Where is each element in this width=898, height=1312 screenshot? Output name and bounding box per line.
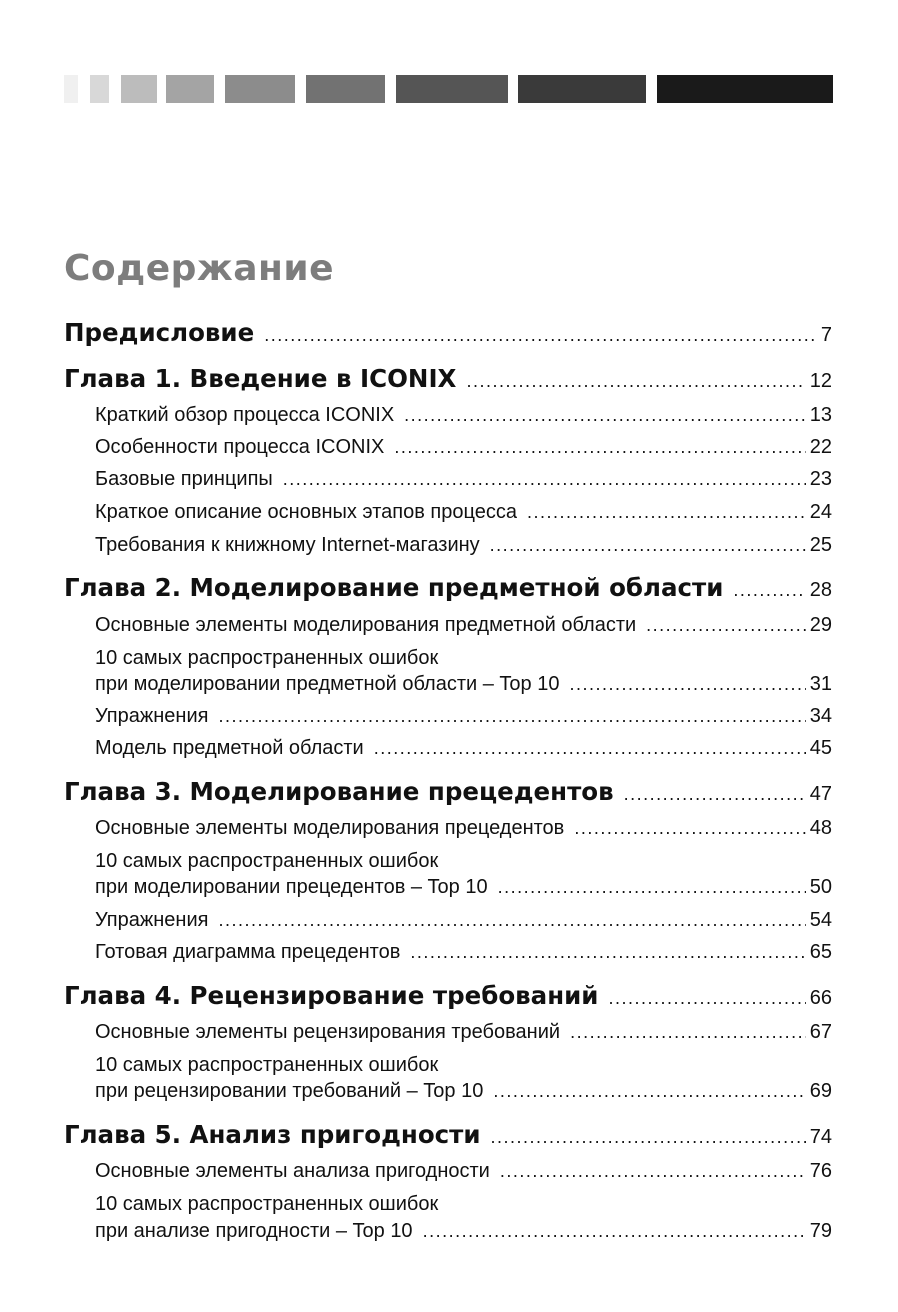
toc-label: Основные элементы моделирования предметной области (95, 614, 637, 636)
toc-entry-chapter-4[interactable] (64, 981, 832, 1010)
toc-entry-section[interactable] (95, 468, 832, 491)
toc-entry-section[interactable] (95, 876, 832, 899)
toc-entry-section[interactable] (95, 614, 832, 637)
dot-leader (490, 535, 806, 556)
toc-page-number: 54 (809, 909, 832, 931)
dot-leader (493, 1081, 805, 1102)
toc-page-number: 66 (809, 987, 832, 1009)
toc-page-number: 34 (809, 705, 832, 727)
dot-leader (410, 942, 805, 963)
toc-page-number: 45 (809, 737, 832, 759)
toc-entry-section[interactable] (95, 737, 832, 760)
toc-label: Готовая диаграмма прецедентов (95, 941, 401, 963)
toc-label: Упражнения (95, 909, 209, 931)
toc-page-number: 23 (809, 468, 832, 490)
dot-leader (574, 818, 805, 839)
toc-entry-section[interactable] (95, 404, 832, 427)
toc-label: Основные элементы анализа пригодности (95, 1160, 490, 1182)
dot-leader (624, 784, 806, 805)
toc-page-number: 7 (820, 324, 832, 346)
toc-page-number: 79 (809, 1220, 832, 1242)
toc-label: Глава 5. Анализ пригодности (64, 1120, 481, 1149)
toc-entry-section[interactable] (95, 817, 832, 840)
toc-page-number: 31 (809, 673, 832, 695)
toc-label: при моделировании предметной области – Top 10 (95, 673, 560, 695)
toc-section-first-line: 10 самых распространенных ошибок (95, 850, 439, 872)
toc-label: Предисловие (64, 318, 255, 347)
toc-label: Особенности процесса ICONIX (95, 436, 385, 458)
page-title: Содержание (64, 248, 335, 289)
toc-entry-chapter-3[interactable] (64, 777, 832, 806)
dot-leader (527, 502, 806, 523)
toc-entry-section[interactable] (95, 501, 832, 524)
dot-leader (404, 405, 806, 426)
dot-leader (570, 1022, 806, 1043)
toc-entry-section[interactable] (95, 1021, 832, 1044)
dot-leader (374, 738, 806, 759)
toc-label: Упражнения (95, 705, 209, 727)
toc-label: Основные элементы моделирования прецедентов (95, 817, 565, 839)
toc-entry-chapter-5[interactable] (64, 1120, 832, 1149)
toc-label: Краткий обзор процесса ICONIX (95, 404, 395, 426)
toc-page-number: 69 (809, 1080, 832, 1102)
toc-entry-section[interactable] (95, 705, 832, 728)
toc-label: Базовые принципы (95, 468, 273, 490)
toc-entry-section[interactable] (95, 941, 832, 964)
toc-section-first-line: 10 самых распространенных ошибок (95, 647, 439, 669)
dot-leader (569, 674, 805, 695)
toc-page-number: 67 (809, 1021, 832, 1043)
dot-leader (733, 580, 805, 601)
toc-entry-preface[interactable] (64, 318, 832, 347)
toc-page-number: 76 (809, 1160, 832, 1182)
toc-label: Глава 1. Введение в ICONIX (64, 364, 457, 393)
toc-page-number: 22 (809, 436, 832, 458)
dot-leader (218, 706, 805, 727)
toc-label: при анализе пригодности – Top 10 (95, 1220, 413, 1242)
dot-leader (491, 1127, 806, 1148)
toc-page-number: 47 (809, 783, 832, 805)
toc-page-number: 29 (809, 614, 832, 636)
toc-page-number: 65 (809, 941, 832, 963)
toc-label: Глава 2. Моделирование предметной области (64, 573, 724, 602)
toc-entry-section[interactable] (95, 673, 832, 696)
toc-page-number: 50 (809, 876, 832, 898)
toc-entry-section[interactable] (95, 534, 832, 557)
dot-leader (608, 988, 805, 1009)
toc-entry-section[interactable] (95, 909, 832, 932)
toc-section-first-line: 10 самых распространенных ошибок (95, 1193, 439, 1215)
toc-section-first-line: 10 самых распространенных ошибок (95, 1054, 439, 1076)
toc-label: Глава 3. Моделирование прецедентов (64, 777, 614, 806)
toc-page-number: 28 (809, 579, 832, 601)
toc-label: Основные элементы рецензирования требований (95, 1021, 561, 1043)
toc-page-number: 74 (809, 1126, 832, 1148)
toc-label: при моделировании прецедентов – Top 10 (95, 876, 488, 898)
dot-leader (646, 615, 806, 636)
toc-page-number: 25 (809, 534, 832, 556)
toc-page-number: 13 (809, 404, 832, 426)
toc-entry-section[interactable] (95, 436, 832, 459)
toc-label: при рецензировании требований – Top 10 (95, 1080, 484, 1102)
toc-page-number: 12 (809, 370, 832, 392)
toc-page-number: 48 (809, 817, 832, 839)
dot-leader (394, 437, 805, 458)
dot-leader (466, 371, 805, 392)
dot-leader (283, 469, 806, 490)
toc-page-number: 24 (809, 501, 832, 523)
toc-entry-section[interactable] (95, 1220, 832, 1243)
dot-leader (218, 910, 805, 931)
dot-leader (264, 325, 817, 346)
toc-entry-chapter-1[interactable] (64, 364, 832, 393)
dot-leader (423, 1221, 806, 1242)
toc-entry-section[interactable] (95, 1080, 832, 1103)
toc-label: Требования к книжному Internet-магазину (95, 534, 480, 556)
toc-entry-chapter-2[interactable] (64, 573, 832, 602)
toc-label: Краткое описание основных этапов процесса (95, 501, 517, 523)
toc-label: Глава 4. Рецензирование требований (64, 981, 599, 1010)
dot-leader (500, 1161, 806, 1182)
dot-leader (498, 877, 806, 898)
toc-entry-section[interactable] (95, 1160, 832, 1183)
toc-label: Модель предметной области (95, 737, 364, 759)
